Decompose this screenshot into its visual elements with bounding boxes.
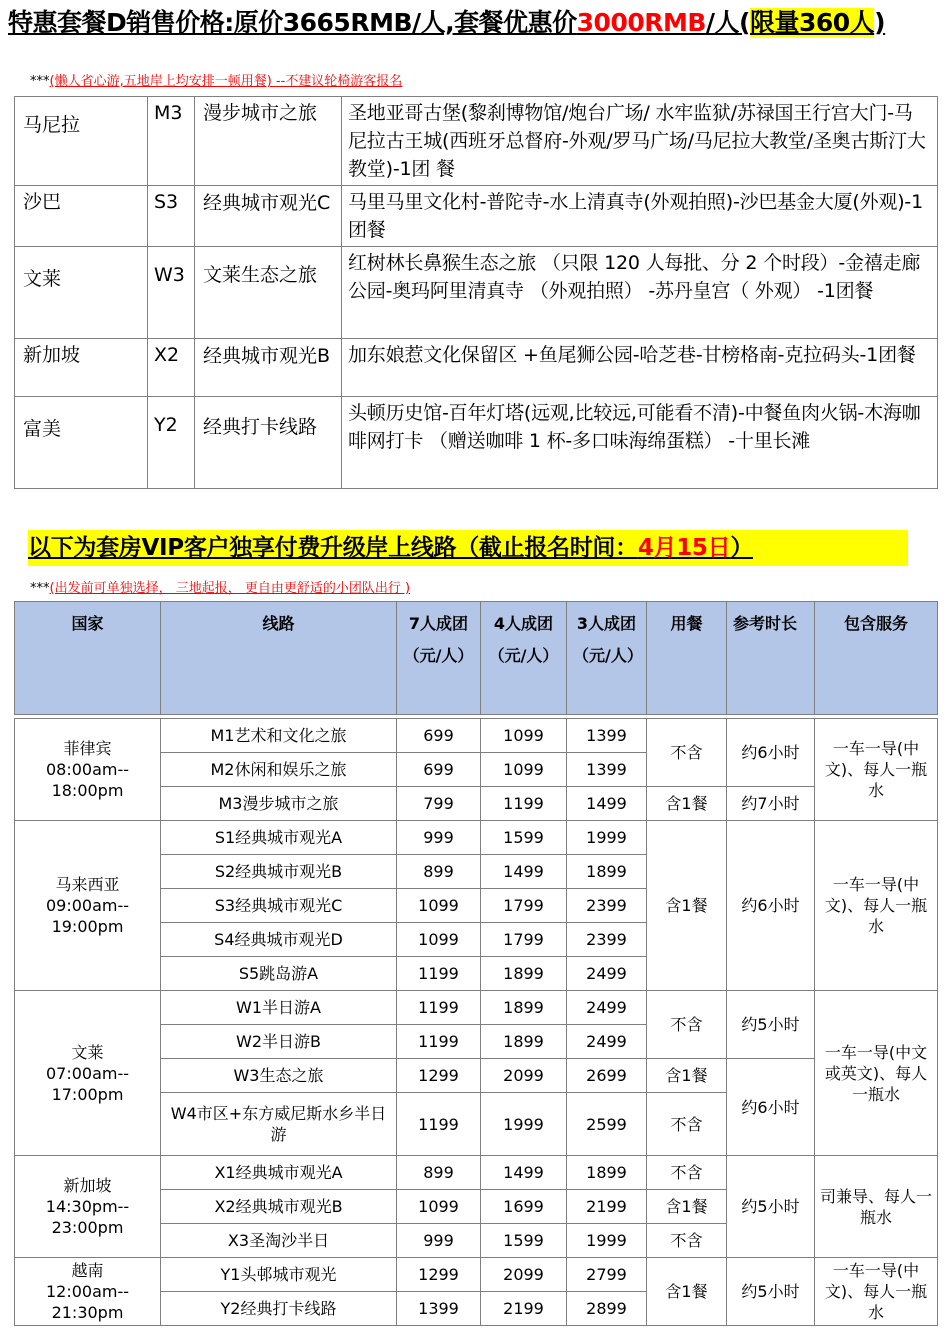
route-cell: W1半日游A xyxy=(161,991,397,1025)
service-cell: 一车一导(中文)、每人一瓶水 xyxy=(815,719,938,821)
route-cell: S5跳岛游A xyxy=(161,957,397,991)
table-row xyxy=(15,186,938,247)
country-time-end: 17:00pm xyxy=(51,1084,124,1104)
vip-title-end: ） xyxy=(730,535,754,561)
cell-description: 头顿历史馆-百年灯塔(远观,比较远,可能看不清)-中餐鱼肉火锅-木海咖啡网打卡 （赠送咖啡 1 杯-多口味海绵蛋糕） -十里长滩 xyxy=(342,397,938,489)
table-row xyxy=(15,339,938,397)
meal-cell: 含1餐 xyxy=(647,1190,727,1224)
price-4-cell: 1899 xyxy=(481,1025,567,1059)
cell-description: 红树林长鼻猴生态之旅 （只限 120 人每批、分 2 个时段）-金禧走廊公园-奥玛阿里清真寺 （外观拍照） -苏丹皇宫（ 外观） -1团餐 xyxy=(342,247,938,339)
route-cell: Y2经典打卡线路 xyxy=(161,1292,397,1326)
table-row xyxy=(15,97,938,186)
route-cell: S2经典城市观光B xyxy=(161,855,397,889)
price-3-cell: 1399 xyxy=(567,719,647,753)
vip-title-date: 4月15日 xyxy=(637,535,731,561)
table-row xyxy=(15,247,938,339)
itinerary-table xyxy=(14,96,938,489)
vip-title-prefix: 以下为套房VIP客户独享付费升级岸上线路（截止报名时间： xyxy=(28,535,638,561)
cell-description: 圣地亚哥古堡(黎刹博物馆/炮台广场/ 水牢监狱/苏禄国王行宫大门-马尼拉古王城(西班牙总督府-外观/罗马广场/马尼拉大教堂/圣奥古斯汀大教堂)-1团 餐 xyxy=(342,97,938,186)
price-4-cell: 1899 xyxy=(481,957,567,991)
price-7-cell: 1199 xyxy=(397,1093,481,1156)
price-4-cell: 1499 xyxy=(481,1156,567,1190)
duration-cell: 约5小时 xyxy=(727,1156,815,1258)
country-cell xyxy=(15,719,161,821)
note-text: (懒人省心游,五地岸上均安排一顿用餐) --不建议轮椅游客报名 xyxy=(49,74,403,89)
route-cell: M1艺术和文化之旅 xyxy=(161,719,397,753)
table-row xyxy=(15,1258,938,1292)
price-4-cell: 1099 xyxy=(481,753,567,787)
price-3-cell: 2599 xyxy=(567,1093,647,1156)
country-name: 越南 xyxy=(71,1261,104,1280)
country-cell xyxy=(15,1156,161,1258)
price-4-cell: 1099 xyxy=(481,719,567,753)
cell-country: 文莱 xyxy=(15,247,148,339)
price-4-cell: 1799 xyxy=(481,923,567,957)
cell-description: 加东娘惹文化保留区 +鱼尾狮公园-哈芝巷-甘榜格南-克拉码头-1团餐 xyxy=(342,339,938,397)
price-4-cell: 1199 xyxy=(481,787,567,821)
title-price: 3000RMB xyxy=(576,8,706,37)
meal-cell: 含1餐 xyxy=(647,1059,727,1093)
route-cell: X2经典城市观光B xyxy=(161,1190,397,1224)
note-stars: *** xyxy=(30,74,50,89)
service-cell: 一车一导(中文)、每人一瓶水 xyxy=(815,821,938,991)
price-4-cell: 1899 xyxy=(481,991,567,1025)
duration-cell: 约5小时 xyxy=(727,991,815,1059)
country-time-start: 14:30pm-- xyxy=(45,1197,130,1216)
header-route: 线路 xyxy=(161,602,397,715)
route-cell: Y1头邨城市观光 xyxy=(161,1258,397,1292)
country-time-end: 18:00pm xyxy=(51,781,124,800)
title-mid: /人( xyxy=(705,8,750,37)
route-cell: M2休闲和娱乐之旅 xyxy=(161,753,397,787)
price-7-cell: 1199 xyxy=(397,957,481,991)
price-3-cell: 1499 xyxy=(567,787,647,821)
meal-cell: 不含 xyxy=(647,1156,727,1190)
cell-country: 新加坡 xyxy=(15,339,148,397)
country-time-end: 23:00pm xyxy=(51,1218,124,1237)
price-3-cell: 2799 xyxy=(567,1258,647,1292)
vip-note xyxy=(30,577,410,596)
price-4-cell: 1599 xyxy=(481,821,567,855)
route-cell: W2半日游B xyxy=(161,1025,397,1059)
price-4-cell: 2099 xyxy=(481,1059,567,1093)
price-7-cell: 999 xyxy=(397,1224,481,1258)
meal-cell: 含1餐 xyxy=(647,787,727,821)
price-4-cell: 1499 xyxy=(481,855,567,889)
vip-title xyxy=(28,530,908,566)
price-3-cell: 1999 xyxy=(567,821,647,855)
country-time-start: 07:00am-- xyxy=(45,1063,130,1083)
price-7-cell: 799 xyxy=(397,787,481,821)
package-title xyxy=(8,3,942,43)
price-3-cell: 2399 xyxy=(567,889,647,923)
route-cell: S3经典城市观光C xyxy=(161,889,397,923)
route-cell: X3圣淘沙半日 xyxy=(161,1224,397,1258)
price-7-cell: 1099 xyxy=(397,1190,481,1224)
meal-cell: 不含 xyxy=(647,1093,727,1156)
country-time-end: 21:30pm xyxy=(51,1303,124,1322)
price-7-cell: 1299 xyxy=(397,1258,481,1292)
cell-country: 沙巴 xyxy=(15,186,148,247)
title-prefix: 特惠套餐D销售价格:原价3665RMB/人,套餐优惠价 xyxy=(8,8,577,37)
price-3-cell: 1399 xyxy=(567,753,647,787)
price-7-cell: 699 xyxy=(397,719,481,753)
price-3-cell: 2399 xyxy=(567,923,647,957)
country-time-start: 09:00am-- xyxy=(45,896,130,915)
price-4-cell: 1699 xyxy=(481,1190,567,1224)
country-time-end: 19:00pm xyxy=(51,917,124,936)
cell-code: W3 xyxy=(148,247,195,339)
note-text: (出发前可单独选择， 三地起报， 更自由更舒适的小团队出行 ) xyxy=(49,581,411,596)
meal-cell: 含1餐 xyxy=(647,1258,727,1326)
duration-cell: 约5小时 xyxy=(727,1258,815,1326)
price-3-cell: 2899 xyxy=(567,1292,647,1326)
price-table xyxy=(14,601,938,1326)
price-7-cell: 999 xyxy=(397,821,481,855)
route-cell: S4经典城市观光D xyxy=(161,923,397,957)
price-7-cell: 899 xyxy=(397,1156,481,1190)
meal-cell: 不含 xyxy=(647,719,727,787)
table-row xyxy=(15,991,938,1025)
cell-route-name: 经典打卡线路 xyxy=(195,397,342,489)
price-7-cell: 1299 xyxy=(397,1059,481,1093)
header-meal: 用餐 xyxy=(647,602,727,715)
price-3-cell: 2499 xyxy=(567,991,647,1025)
route-cell: X1经典城市观光A xyxy=(161,1156,397,1190)
price-3-cell: 1899 xyxy=(567,855,647,889)
route-cell: S1经典城市观光A xyxy=(161,821,397,855)
price-7-cell: 1399 xyxy=(397,1292,481,1326)
country-name: 菲律宾 xyxy=(63,739,112,758)
cell-route-name: 经典城市观光B xyxy=(195,339,342,397)
duration-cell: 约6小时 xyxy=(727,719,815,787)
country-time-start: 08:00am-- xyxy=(45,760,130,779)
price-3-cell: 2699 xyxy=(567,1059,647,1093)
country-cell xyxy=(15,821,161,991)
duration-cell: 约6小时 xyxy=(727,821,815,991)
service-cell: 一车一导(中文)、每人一瓶水 xyxy=(815,1258,938,1326)
price-7-cell: 1099 xyxy=(397,889,481,923)
price-3-cell: 2499 xyxy=(567,1025,647,1059)
country-name: 马来西亚 xyxy=(55,875,120,894)
table-row xyxy=(15,821,938,855)
service-cell: 一车一导(中文或英文)、每人一瓶水 xyxy=(815,991,938,1156)
country-name: 文莱 xyxy=(71,1042,104,1062)
meal-cell: 含1餐 xyxy=(647,821,727,991)
service-cell: 司兼导、每人一瓶水 xyxy=(815,1156,938,1258)
header-price-7: 7人成团（元/人） xyxy=(397,602,481,715)
table-row xyxy=(15,1156,938,1190)
header-country: 国家 xyxy=(15,602,161,715)
cell-description: 马里马里文化村-普陀寺-水上清真寺(外观拍照)-沙巴基金大厦(外观)-1团餐 xyxy=(342,186,938,247)
cell-code: X2 xyxy=(148,339,195,397)
header-service: 包含服务 xyxy=(815,602,938,715)
package-note xyxy=(30,70,402,89)
price-3-cell: 1999 xyxy=(567,1224,647,1258)
title-limit: 限量360人 xyxy=(749,8,875,37)
cell-route-name: 文莱生态之旅 xyxy=(195,247,342,339)
price-3-cell: 1899 xyxy=(567,1156,647,1190)
cell-code: M3 xyxy=(148,97,195,186)
header-price-3: 3人成团（元/人） xyxy=(567,602,647,715)
header-row xyxy=(15,602,938,715)
route-cell: W4市区+东方威尼斯水乡半日游 xyxy=(161,1093,397,1156)
header-duration: 参考时长 xyxy=(727,602,815,715)
price-7-cell: 1099 xyxy=(397,923,481,957)
price-4-cell: 1999 xyxy=(481,1093,567,1156)
country-cell xyxy=(15,1258,161,1326)
meal-cell: 不含 xyxy=(647,991,727,1059)
price-7-cell: 1199 xyxy=(397,991,481,1025)
price-7-cell: 699 xyxy=(397,753,481,787)
price-4-cell: 2199 xyxy=(481,1292,567,1326)
cell-country: 马尼拉 xyxy=(15,97,148,186)
table-row xyxy=(15,719,938,753)
header-price-4: 4人成团（元/人） xyxy=(481,602,567,715)
price-4-cell: 1799 xyxy=(481,889,567,923)
title-end: ) xyxy=(874,8,886,37)
cell-code: Y2 xyxy=(148,397,195,489)
meal-cell: 不含 xyxy=(647,1224,727,1258)
route-cell: W3生态之旅 xyxy=(161,1059,397,1093)
cell-code: S3 xyxy=(148,186,195,247)
duration-cell: 约6小时 xyxy=(727,1059,815,1156)
price-3-cell: 2499 xyxy=(567,957,647,991)
note-stars: *** xyxy=(30,581,50,596)
country-time-start: 12:00am-- xyxy=(45,1282,130,1301)
price-7-cell: 899 xyxy=(397,855,481,889)
price-3-cell: 2199 xyxy=(567,1190,647,1224)
price-4-cell: 2099 xyxy=(481,1258,567,1292)
table-row xyxy=(15,397,938,489)
duration-cell: 约7小时 xyxy=(727,787,815,821)
cell-route-name: 漫步城市之旅 xyxy=(195,97,342,186)
route-cell: M3漫步城市之旅 xyxy=(161,787,397,821)
cell-country: 富美 xyxy=(15,397,148,489)
cell-route-name: 经典城市观光C xyxy=(195,186,342,247)
country-cell xyxy=(15,991,161,1156)
price-4-cell: 1599 xyxy=(481,1224,567,1258)
price-7-cell: 1199 xyxy=(397,1025,481,1059)
country-name: 新加坡 xyxy=(63,1176,112,1195)
